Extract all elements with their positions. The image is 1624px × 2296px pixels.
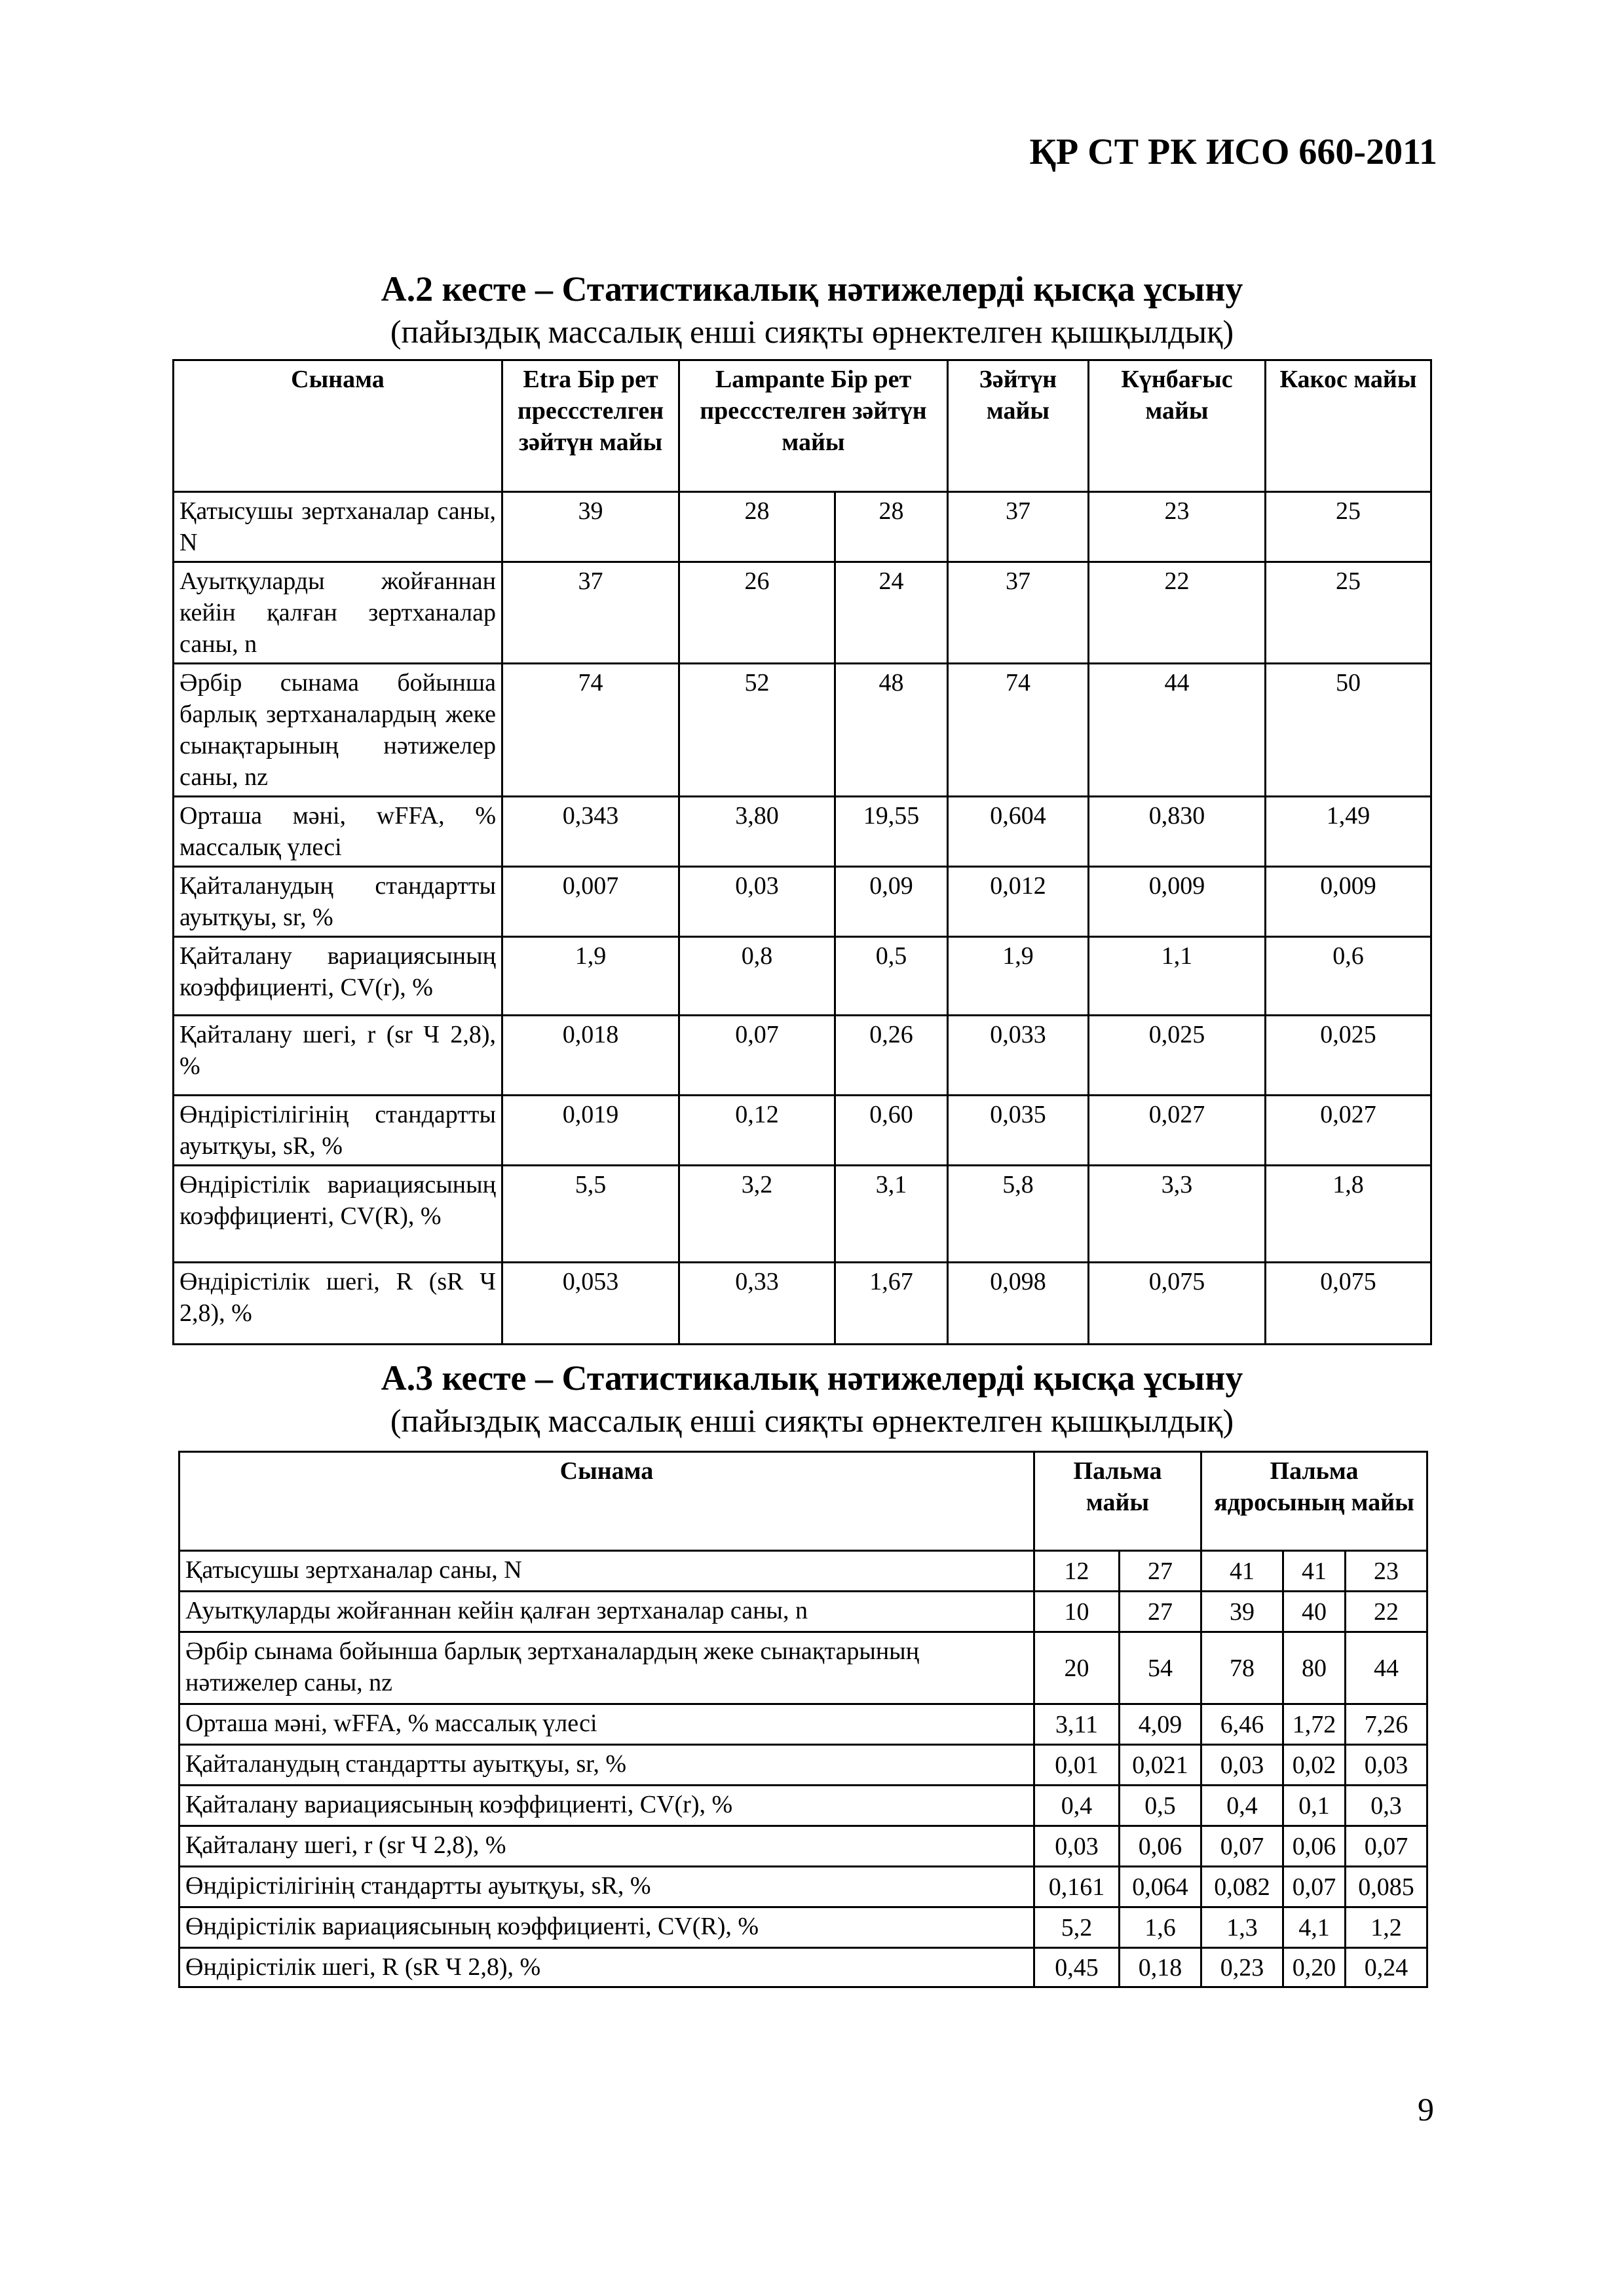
- table-cell: 0,6: [1266, 937, 1431, 1016]
- table-cell: 0,03: [679, 867, 835, 937]
- table-cell: 0,60: [835, 1096, 948, 1166]
- table-cell: 0,4: [1034, 1786, 1120, 1826]
- table-cell: 0,45: [1034, 1948, 1120, 1987]
- table-cell: 39: [1201, 1592, 1283, 1632]
- header-sample: Сынама: [179, 1452, 1034, 1551]
- table-cell: 0,075: [1266, 1263, 1431, 1345]
- table-row: [174, 937, 1431, 1016]
- table-cell: 0,01: [1034, 1745, 1120, 1786]
- table-cell: 0,053: [502, 1263, 679, 1345]
- row-label: Қайталану вариациясының коэффициенті, CV(r), %: [174, 937, 502, 1016]
- table-row: [174, 562, 1431, 664]
- table-cell: 12: [1034, 1551, 1120, 1592]
- table-cell: 6,46: [1201, 1704, 1283, 1745]
- table-cell: 1,8: [1266, 1166, 1431, 1263]
- row-label: Әрбір сынама бойынша барлық зертханалардың жеке сынақтарының нәтижелер саны, nz: [174, 664, 502, 797]
- table-cell: 0,025: [1089, 1016, 1266, 1096]
- row-label: Орташа мәні, wFFA, % массалық үлесі: [179, 1704, 1034, 1745]
- table-cell: 0,009: [1089, 867, 1266, 937]
- table-cell: 0,027: [1266, 1096, 1431, 1166]
- table-cell: 1,9: [948, 937, 1089, 1016]
- table-cell: 22: [1346, 1592, 1427, 1632]
- table-cell: 0,24: [1346, 1948, 1427, 1987]
- table-row: [174, 1263, 1431, 1345]
- table-row: [179, 1786, 1427, 1826]
- table-a2-subtitle: (пайыздық массалық енші сияқты өрнектелген қышқылдық): [390, 313, 1234, 350]
- table-cell: 0,09: [835, 867, 948, 937]
- table-cell: 50: [1266, 664, 1431, 797]
- table-cell: 25: [1266, 562, 1431, 664]
- table-cell: 74: [948, 664, 1089, 797]
- row-label: Өндірістілігінің стандартты ауытқуы, sR, %: [174, 1096, 502, 1166]
- header-sample: Сынама: [174, 360, 502, 492]
- table-cell: 1,3: [1201, 1907, 1283, 1948]
- table-cell: 1,2: [1346, 1907, 1427, 1948]
- table-cell: 0,23: [1201, 1948, 1283, 1987]
- table-cell: 0,161: [1034, 1867, 1120, 1907]
- table-cell: 52: [679, 664, 835, 797]
- row-label: Ауытқуларды жойғаннан кейін қалған зертханалар саны, n: [179, 1592, 1034, 1632]
- table-cell: 4,1: [1283, 1907, 1346, 1948]
- table-row: [174, 797, 1431, 867]
- table-cell: 78: [1201, 1632, 1283, 1704]
- table-a2: [172, 359, 1432, 1345]
- table-cell: 0,085: [1346, 1867, 1427, 1907]
- header-lampante: Lampante Бір рет прессстелген зәйтүн майы: [679, 360, 948, 492]
- table-cell: 28: [679, 492, 835, 562]
- table-cell: 0,019: [502, 1096, 679, 1166]
- table-a3-subtitle: (пайыздық массалық енші сияқты өрнектелген қышқылдық): [390, 1402, 1234, 1439]
- table-cell: 0,604: [948, 797, 1089, 867]
- table-cell: 0,07: [1346, 1826, 1427, 1867]
- table-cell: 0,033: [948, 1016, 1089, 1096]
- table-cell: 5,8: [948, 1166, 1089, 1263]
- header-cocoa-oil: Какос майы: [1266, 360, 1431, 492]
- table-cell: 0,06: [1120, 1826, 1201, 1867]
- table-cell: 0,830: [1089, 797, 1266, 867]
- row-label: Ауытқуларды жойғаннан кейін қалған зертханалар саны, n: [174, 562, 502, 664]
- table-cell: 0,5: [1120, 1786, 1201, 1826]
- table-cell: 0,035: [948, 1096, 1089, 1166]
- header-palm-oil: Пальма майы: [1034, 1452, 1201, 1551]
- table-cell: 0,8: [679, 937, 835, 1016]
- header-etra: Etra Бір рет прессстелген зәйтүн майы: [502, 360, 679, 492]
- table-cell: 5,5: [502, 1166, 679, 1263]
- row-label: Қайталанудың стандартты ауытқуы, sr, %: [179, 1745, 1034, 1786]
- table-cell: 1,9: [502, 937, 679, 1016]
- table-cell: 28: [835, 492, 948, 562]
- table-cell: 0,07: [1201, 1826, 1283, 1867]
- table-cell: 3,80: [679, 797, 835, 867]
- table-cell: 0,07: [1283, 1867, 1346, 1907]
- table-cell: 44: [1089, 664, 1266, 797]
- table-cell: 0,082: [1201, 1867, 1283, 1907]
- table-cell: 0,5: [835, 937, 948, 1016]
- table-cell: 37: [948, 492, 1089, 562]
- table-cell: 48: [835, 664, 948, 797]
- row-label: Қайталанудың стандартты ауытқуы, sr, %: [174, 867, 502, 937]
- table-cell: 0,12: [679, 1096, 835, 1166]
- table-a3: [178, 1451, 1428, 1988]
- table-cell: 0,343: [502, 797, 679, 867]
- table-a2-title: А.2 кесте – Статистикалық нәтижелерді қысқа ұсыну: [381, 269, 1243, 309]
- row-label: Қатысушы зертханалар саны, N: [174, 492, 502, 562]
- row-label: Қайталану шегі, r (sr Ч 2,8), %: [179, 1826, 1034, 1867]
- table-cell: 0,26: [835, 1016, 948, 1096]
- table-cell: 54: [1120, 1632, 1201, 1704]
- table-cell: 37: [502, 562, 679, 664]
- table-cell: 0,064: [1120, 1867, 1201, 1907]
- table-cell: 20: [1034, 1632, 1120, 1704]
- table-row: [174, 1016, 1431, 1096]
- table-cell: 39: [502, 492, 679, 562]
- table-cell: 0,03: [1346, 1745, 1427, 1786]
- table-cell: 0,012: [948, 867, 1089, 937]
- table-row: [174, 664, 1431, 797]
- table-cell: 0,20: [1283, 1948, 1346, 1987]
- row-label: Қайталану вариациясының коэффициенті, CV(r), %: [179, 1786, 1034, 1826]
- header-palm-kernel-oil: Пальма ядросының майы: [1201, 1452, 1427, 1551]
- table-cell: 27: [1120, 1592, 1201, 1632]
- table-cell: 37: [948, 562, 1089, 664]
- table-cell: 19,55: [835, 797, 948, 867]
- table-row: [179, 1551, 1427, 1592]
- table-cell: 22: [1089, 562, 1266, 664]
- table-row: [179, 1948, 1427, 1987]
- table-cell: 26: [679, 562, 835, 664]
- header-sunflower-oil: Күнбағыс майы: [1089, 360, 1266, 492]
- table-cell: 44: [1346, 1632, 1427, 1704]
- table-row: [174, 1096, 1431, 1166]
- table-a3-title: А.3 кесте – Статистикалық нәтижелерді қысқа ұсыну: [381, 1358, 1243, 1398]
- table-cell: 1,49: [1266, 797, 1431, 867]
- table-cell: 0,18: [1120, 1948, 1201, 1987]
- standard-code: ҚР СТ РК ИСО 660-2011: [1029, 132, 1437, 172]
- table-cell: 3,11: [1034, 1704, 1120, 1745]
- table-cell: 41: [1283, 1551, 1346, 1592]
- table-cell: 41: [1201, 1551, 1283, 1592]
- row-label: Әрбір сынама бойынша барлық зертханалардың жеке сынақтарының нәтижелер саны, nz: [179, 1632, 1034, 1704]
- table-cell: 1,6: [1120, 1907, 1201, 1948]
- table-cell: 3,2: [679, 1166, 835, 1263]
- table-cell: 25: [1266, 492, 1431, 562]
- table-cell: 23: [1346, 1551, 1427, 1592]
- table-cell: 40: [1283, 1592, 1346, 1632]
- table-cell: 1,67: [835, 1263, 948, 1345]
- table-cell: 0,027: [1089, 1096, 1266, 1166]
- row-label: Өндірістілік вариациясының коэффициенті, CV(R), %: [179, 1907, 1034, 1948]
- table-row: [179, 1867, 1427, 1907]
- table-cell: 0,009: [1266, 867, 1431, 937]
- table-cell: 0,098: [948, 1263, 1089, 1345]
- table-cell: 0,33: [679, 1263, 835, 1345]
- table-cell: 80: [1283, 1632, 1346, 1704]
- row-label: Орташа мәні, wFFA, % массалық үлесі: [174, 797, 502, 867]
- table-cell: 27: [1120, 1551, 1201, 1592]
- table-cell: 1,1: [1089, 937, 1266, 1016]
- table-row: [179, 1592, 1427, 1632]
- table-cell: 0,06: [1283, 1826, 1346, 1867]
- table-cell: 5,2: [1034, 1907, 1120, 1948]
- table-cell: 0,1: [1283, 1786, 1346, 1826]
- table-cell: 0,075: [1089, 1263, 1266, 1345]
- table-cell: 74: [502, 664, 679, 797]
- row-label: Қатысушы зертханалар саны, N: [179, 1551, 1034, 1592]
- row-label: Өндірістілігінің стандартты ауытқуы, sR, %: [179, 1867, 1034, 1907]
- table-cell: 24: [835, 562, 948, 664]
- table-cell: 3,3: [1089, 1166, 1266, 1263]
- table-cell: 0,007: [502, 867, 679, 937]
- row-label: Қайталану шегі, r (sr Ч 2,8), %: [174, 1016, 502, 1096]
- table-cell: 0,07: [679, 1016, 835, 1096]
- table-row: [179, 1907, 1427, 1948]
- table-cell: 0,025: [1266, 1016, 1431, 1096]
- table-cell: 0,3: [1346, 1786, 1427, 1826]
- table-cell: 1,72: [1283, 1704, 1346, 1745]
- table-row: [174, 867, 1431, 937]
- table-row: [179, 1745, 1427, 1786]
- row-label: Өндірістілік шегі, R (sR Ч 2,8), %: [174, 1263, 502, 1345]
- table-row: [174, 1166, 1431, 1263]
- row-label: Өндірістілік шегі, R (sR Ч 2,8), %: [179, 1948, 1034, 1987]
- table-cell: 23: [1089, 492, 1266, 562]
- table-cell: 0,021: [1120, 1745, 1201, 1786]
- table-cell: 7,26: [1346, 1704, 1427, 1745]
- table-cell: 0,4: [1201, 1786, 1283, 1826]
- table-cell: 0,018: [502, 1016, 679, 1096]
- row-label: Өндірістілік вариациясының коэффициенті, CV(R), %: [174, 1166, 502, 1263]
- table-row: [179, 1632, 1427, 1704]
- table-cell: 3,1: [835, 1166, 948, 1263]
- table-cell: 4,09: [1120, 1704, 1201, 1745]
- page-number: 9: [1418, 2091, 1434, 2128]
- table-row: [179, 1826, 1427, 1867]
- table-cell: 0,03: [1034, 1826, 1120, 1867]
- table-row: [179, 1704, 1427, 1745]
- table-cell: 0,02: [1283, 1745, 1346, 1786]
- table-cell: 0,03: [1201, 1745, 1283, 1786]
- header-olive-oil: Зәйтүн майы: [948, 360, 1089, 492]
- table-row: [174, 492, 1431, 562]
- table-cell: 10: [1034, 1592, 1120, 1632]
